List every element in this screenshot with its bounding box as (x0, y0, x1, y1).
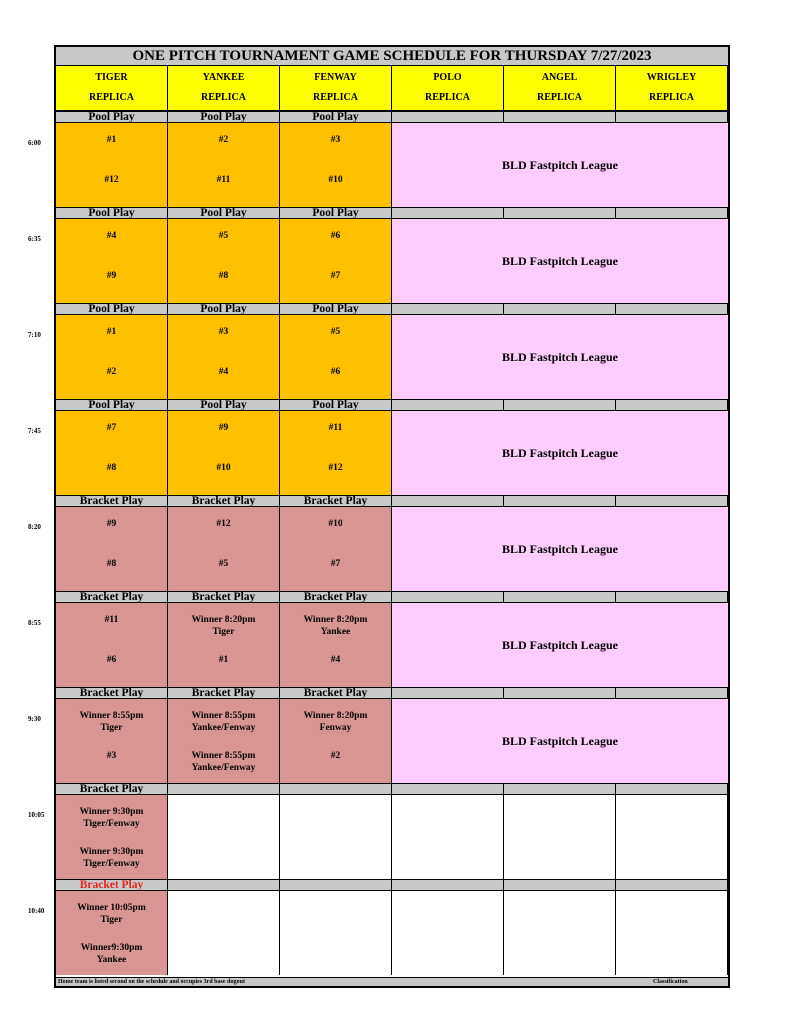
field-sub: REPLICA (88, 92, 134, 103)
league-block (392, 315, 728, 399)
field-sub: REPLICA (648, 92, 694, 103)
game-cell (56, 507, 168, 591)
time-label: 10:05 (28, 811, 45, 819)
play-type-band: Pool Play (280, 111, 392, 123)
visitor-team: #5 (218, 231, 229, 241)
home-team: #9 (106, 271, 117, 281)
game-cell (280, 123, 392, 207)
band-spacer (504, 207, 616, 219)
visitor-team: #3 (330, 135, 341, 145)
visitor-team: #2 (218, 135, 229, 145)
home-team: #6 (106, 655, 117, 665)
empty-cell (392, 891, 504, 975)
band-spacer (392, 591, 504, 603)
field-header-angel (504, 66, 616, 111)
league-label: BLD Fastpitch League (501, 542, 618, 556)
play-type-band: Bracket Play (56, 879, 168, 891)
home-team: #8 (106, 463, 117, 473)
visitor-team: #7 (106, 423, 117, 433)
play-type-band: Pool Play (168, 111, 280, 123)
time-label: 7:10 (28, 331, 41, 339)
time-label: 6:00 (28, 139, 41, 147)
band-spacer (616, 303, 728, 315)
home-team: #2 (330, 751, 341, 761)
band-spacer (504, 783, 616, 795)
empty-cell (280, 795, 392, 879)
league-label: BLD Fastpitch League (501, 638, 618, 652)
game-cell (56, 891, 168, 975)
game-cell (168, 123, 280, 207)
band-spacer (504, 879, 616, 891)
game-cell (56, 699, 168, 783)
band-spacer (392, 303, 504, 315)
field-name: WRIGLEY (646, 72, 697, 83)
play-type-band: Pool Play (168, 399, 280, 411)
home-team: #10 (216, 463, 231, 473)
visitor-team: #9 (218, 423, 229, 433)
field-header-polo (392, 66, 504, 111)
visitor-team: #6 (330, 231, 341, 241)
band-spacer (504, 303, 616, 315)
empty-cell (616, 795, 728, 879)
play-type-band: Bracket Play (56, 687, 168, 699)
home-team: #10 (328, 175, 343, 185)
home-team: #11 (216, 175, 231, 185)
band-spacer (504, 399, 616, 411)
time-label: 8:55 (28, 619, 41, 627)
band-spacer (168, 783, 280, 795)
home-team: Winner 9:30pm Tiger/Fenway (79, 847, 144, 869)
home-team: Winner9:30pm Yankee (80, 943, 143, 965)
empty-cell (504, 795, 616, 879)
game-cell (280, 411, 392, 495)
game-cell (56, 411, 168, 495)
play-type-band: Pool Play (168, 207, 280, 219)
home-team: #7 (330, 559, 341, 569)
play-type-band: Bracket Play (280, 687, 392, 699)
game-cell (168, 699, 280, 783)
band-spacer (504, 591, 616, 603)
play-type-band: Bracket Play (56, 783, 168, 795)
league-label: BLD Fastpitch League (501, 734, 618, 748)
band-spacer (504, 687, 616, 699)
game-cell (168, 411, 280, 495)
league-label: BLD Fastpitch League (501, 350, 618, 364)
visitor-team: #1 (106, 327, 117, 337)
home-team: #8 (218, 271, 229, 281)
band-spacer (616, 111, 728, 123)
visitor-team: Winner 10:05pm Tiger (77, 903, 146, 925)
play-type-band: Pool Play (280, 399, 392, 411)
league-label: BLD Fastpitch League (501, 446, 618, 460)
game-cell (56, 315, 168, 399)
play-type-band: Bracket Play (280, 495, 392, 507)
play-type-band: Bracket Play (168, 591, 280, 603)
game-cell (168, 507, 280, 591)
time-label: 6:35 (28, 235, 41, 243)
field-header-tiger (56, 66, 168, 111)
play-type-band: Bracket Play (168, 687, 280, 699)
band-spacer (616, 399, 728, 411)
footer (56, 977, 728, 986)
field-sub: REPLICA (312, 92, 358, 103)
game-cell (280, 315, 392, 399)
empty-cell (504, 891, 616, 975)
league-block (392, 411, 728, 495)
game-cell (280, 507, 392, 591)
game-cell (168, 219, 280, 303)
game-cell (56, 795, 168, 879)
home-team: #4 (218, 367, 229, 377)
time-label: 8:20 (28, 523, 41, 531)
game-cell (56, 123, 168, 207)
visitor-team: Winner 8:20pm Tiger (191, 615, 256, 637)
band-spacer (616, 591, 728, 603)
schedule-sheet (54, 45, 730, 988)
home-team: #12 (104, 175, 119, 185)
home-team: #4 (330, 655, 341, 665)
band-spacer (168, 879, 280, 891)
field-sub: REPLICA (536, 92, 582, 103)
footer-classification: Classification (653, 979, 688, 985)
game-cell (56, 219, 168, 303)
band-spacer (392, 207, 504, 219)
field-name: TIGER (95, 72, 128, 83)
play-type-band: Pool Play (280, 303, 392, 315)
game-cell (168, 603, 280, 687)
band-spacer (504, 111, 616, 123)
visitor-team: #1 (106, 135, 117, 145)
league-label: BLD Fastpitch League (501, 158, 618, 172)
empty-cell (168, 795, 280, 879)
field-sub: REPLICA (200, 92, 246, 103)
home-team: #3 (106, 751, 117, 761)
league-block (392, 507, 728, 591)
play-type-band: Bracket Play (280, 591, 392, 603)
play-type-band: Pool Play (56, 399, 168, 411)
empty-cell (392, 795, 504, 879)
play-type-band: Bracket Play (56, 495, 168, 507)
home-team: #7 (330, 271, 341, 281)
visitor-team: Winner 8:20pm Fenway (303, 711, 368, 733)
home-team: #6 (330, 367, 341, 377)
game-cell (168, 315, 280, 399)
band-spacer (392, 111, 504, 123)
band-spacer (392, 687, 504, 699)
band-spacer (392, 495, 504, 507)
field-header-wrigley (616, 66, 728, 111)
empty-cell (168, 891, 280, 975)
visitor-team: Winner 8:20pm Yankee (303, 615, 368, 637)
field-sub: REPLICA (424, 92, 470, 103)
play-type-band: Pool Play (56, 111, 168, 123)
league-block (392, 123, 728, 207)
home-team: #1 (218, 655, 229, 665)
visitor-team: #4 (106, 231, 117, 241)
band-spacer (616, 687, 728, 699)
visitor-team: #3 (218, 327, 229, 337)
field-name: POLO (433, 72, 462, 83)
field-header-yankee (168, 66, 280, 111)
home-team: #8 (106, 559, 117, 569)
schedule-title: ONE PITCH TOURNAMENT GAME SCHEDULE FOR THURSDAY 7/27/2023 (56, 47, 728, 66)
visitor-team: Winner 8:55pm Tiger (79, 711, 144, 733)
band-spacer (504, 495, 616, 507)
field-header-fenway (280, 66, 392, 111)
visitor-team: #10 (328, 519, 343, 529)
game-cell (280, 603, 392, 687)
league-block (392, 699, 728, 783)
visitor-team: Winner 9:30pm Tiger/Fenway (79, 807, 144, 829)
empty-cell (616, 891, 728, 975)
band-spacer (280, 879, 392, 891)
time-label: 9:30 (28, 715, 41, 723)
visitor-team: #11 (328, 423, 343, 433)
game-cell (56, 603, 168, 687)
play-type-band: Pool Play (168, 303, 280, 315)
footer-note: Home team is listed second on the schedule and occupies 3rd base dugout (58, 979, 246, 985)
league-label: BLD Fastpitch League (501, 254, 618, 268)
play-type-band: Pool Play (56, 303, 168, 315)
league-block (392, 603, 728, 687)
visitor-team: #5 (330, 327, 341, 337)
field-name: FENWAY (314, 72, 357, 83)
time-label: 10:40 (28, 907, 45, 915)
empty-cell (280, 891, 392, 975)
field-name: ANGEL (541, 72, 578, 83)
band-spacer (392, 879, 504, 891)
play-type-band: Pool Play (56, 207, 168, 219)
home-team: #12 (328, 463, 343, 473)
play-type-band: Bracket Play (56, 591, 168, 603)
band-spacer (616, 879, 728, 891)
time-label: 7:45 (28, 427, 41, 435)
home-team: #5 (218, 559, 229, 569)
band-spacer (616, 207, 728, 219)
visitor-team: #9 (106, 519, 117, 529)
visitor-team: Winner 8:55pm Yankee/Fenway (191, 711, 256, 733)
band-spacer (616, 495, 728, 507)
band-spacer (392, 783, 504, 795)
band-spacer (616, 783, 728, 795)
field-name: YANKEE (202, 72, 245, 83)
visitor-team: #12 (216, 519, 231, 529)
home-team: #2 (106, 367, 117, 377)
game-cell (280, 699, 392, 783)
play-type-band: Bracket Play (168, 495, 280, 507)
band-spacer (280, 783, 392, 795)
visitor-team: #11 (104, 615, 119, 625)
band-spacer (392, 399, 504, 411)
league-block (392, 219, 728, 303)
play-type-band: Pool Play (280, 207, 392, 219)
game-cell (280, 219, 392, 303)
home-team: Winner 8:55pm Yankee/Fenway (191, 751, 256, 773)
